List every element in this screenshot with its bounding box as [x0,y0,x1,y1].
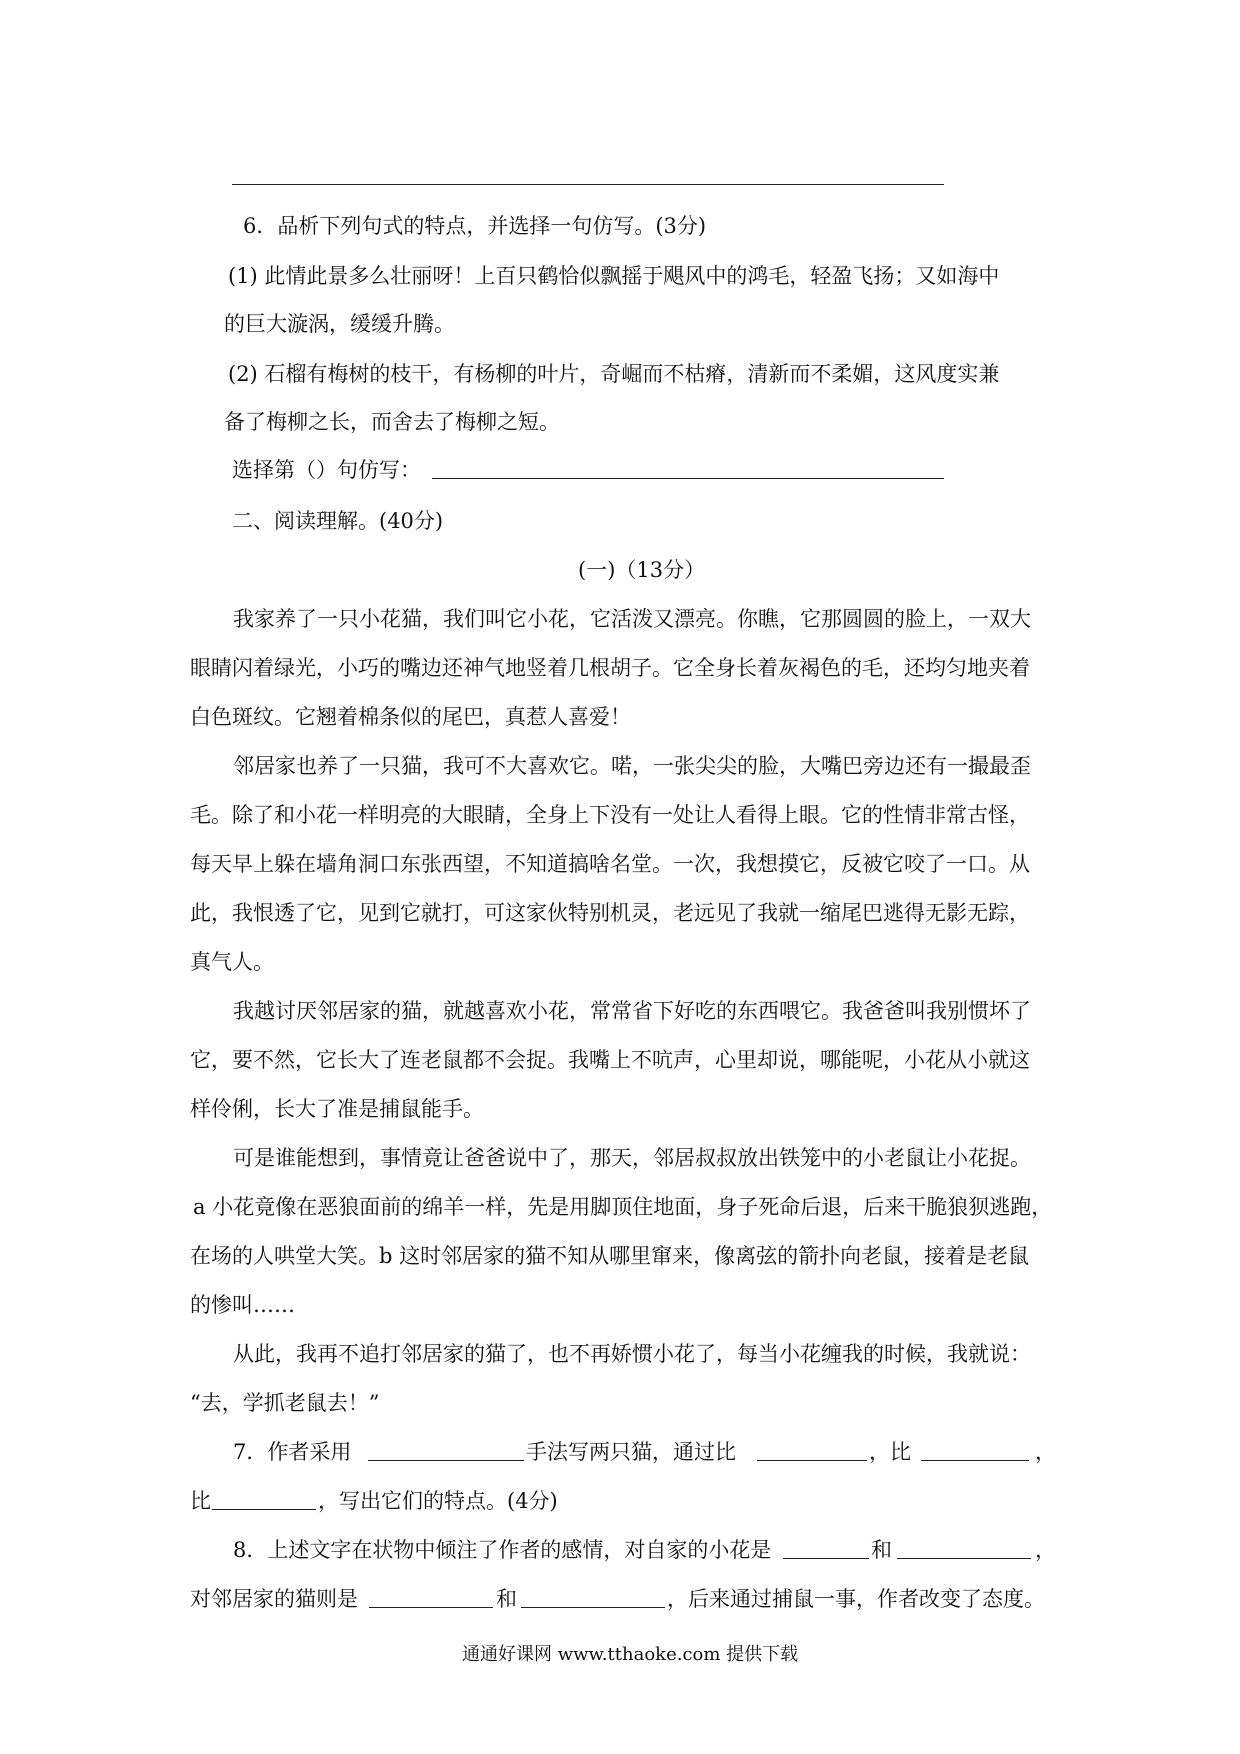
passage-p2-line1: 邻居家也养了一只猫，我可不大喜欢它。喏，一张尖尖的脸，大嘴巴旁边还有一撮最歪 [233,754,1031,778]
passage1-title: (一)（13分） [578,558,706,582]
q8-line2-b: 和 [496,1587,517,1611]
passage-p5-line2: “去，学抓老鼠去！” [190,1391,380,1415]
q8-line2-a: 对邻居家的猫则是 [190,1587,358,1611]
q8-line2-c: ，后来通过捕鼠一事，作者改变了态度。 [667,1587,1045,1611]
q7-part3: ，比 [869,1440,911,1464]
passage-p5-line1: 从此，我再不追打邻居家的猫了，也不再娇惯小花了，每当小花缠我的时候，我就说： [233,1342,1031,1366]
passage-p3-line1: 我越讨厌邻居家的猫，就越喜欢小花，常常省下好吃的东西喂它。我爸爸叫我别惯坏了 [233,999,1031,1023]
q6-sentence2-line1: (2) 石榴有梅树的枝干，有杨柳的叶片，奇崛而不枯瘠，清新而不柔媚，这风度实兼 [228,362,1000,386]
page-footer: 通通好课网 www.tthaoke.com 提供下载 [462,1644,799,1665]
q6-sentence1-line2: 的巨大漩涡，缓缓升腾。 [224,312,455,336]
q8-part3: ， [1035,1538,1056,1562]
passage-p4-line1: 可是谁能想到，事情竟让爸爸说中了，那天，邻居叔叔放出铁笼中的小老鼠让小花捉。 [233,1146,1031,1170]
q7-part2: 手法写两只猫，通过比 [526,1440,736,1464]
q8-blank3[interactable] [369,1607,493,1608]
q8-blank1[interactable] [783,1558,869,1559]
passage-p4-line4: 的惨叫…… [190,1293,295,1317]
q7-part4: ， [1035,1440,1056,1464]
passage-p1-line3: 白色斑纹。它翘着棉条似的尾巴，真惹人喜爱！ [190,705,631,729]
passage-p2-line4: 此，我恨透了它，见到它就打，可这家伙特别机灵，老远见了我就一缩尾巴逃得无影无踪， [190,901,1030,925]
top-answer-line [232,184,944,185]
passage-p4-line3: 在场的人哄堂大笑。b 这时邻居家的猫不知从哪里窜来，像离弦的箭扑向老鼠，接着是老鼠 [190,1244,1030,1268]
section2-heading: 二、阅读理解。(40分) [232,509,444,533]
q6-sentence2-line2: 备了梅柳之长，而舍去了梅柳之短。 [224,410,560,434]
q6-choose-label: 选择第（）句仿写： [232,458,421,482]
passage-p3-line3: 样伶俐，长大了准是捕鼠能手。 [190,1097,484,1121]
q7-line2-a: 比 [190,1489,211,1513]
passage-p2-line3: 每天早上躲在墙角洞口东张西望，不知道搞啥名堂。一次，我想摸它，反被它咬了一口。从 [190,852,1030,876]
q7-blank2[interactable] [757,1460,867,1461]
q8-blank2[interactable] [897,1558,1031,1559]
passage-p2-line2: 毛。除了和小花一样明亮的大眼睛，全身上下没有一处让人看得上眼。它的性情非常古怪， [190,803,1030,827]
q8-blank4[interactable] [521,1607,665,1608]
passage-p1-line1: 我家养了一只小花猫，我们叫它小花，它活泼又漂亮。你瞧，它那圆圆的脸上，一双大 [233,607,1031,631]
passage-p3-line2: 它，要不然，它长大了连老鼠都不会捉。我嘴上不吭声，心里却说，哪能呢，小花从小就这 [190,1048,1030,1072]
q7-part1: 7．作者采用 [233,1440,352,1464]
q6-answer-line[interactable] [432,478,944,479]
passage-p2-line5: 真气人。 [190,950,274,974]
passage-p1-line2: 眼睛闪着绿光，小巧的嘴边还神气地竖着几根胡子。它全身长着灰褐色的毛，还均匀地夹着 [190,656,1030,680]
q7-blank3[interactable] [921,1460,1029,1461]
q7-line2-b: ，写出它们的特点。(4分) [318,1489,558,1513]
q8-part2: 和 [871,1538,892,1562]
q6-stem: 6．品析下列句式的特点，并选择一句仿写。(3分) [243,214,707,238]
q7-blank1[interactable] [368,1460,524,1461]
passage-p4-line2: a 小花竟像在恶狼面前的绵羊一样，先是用脚顶住地面，身子死命后退，后来干脆狼狈逃跑， [193,1195,1053,1219]
q8-part1: 8．上述文字在状物中倾注了作者的感情，对自家的小花是 [233,1538,772,1562]
q6-sentence1-line1: (1) 此情此景多么壮丽呀！上百只鹤恰似飘摇于飓风中的鸿毛，轻盈飞扬；又如海中 [228,264,1000,288]
q7-blank4[interactable] [212,1509,316,1510]
